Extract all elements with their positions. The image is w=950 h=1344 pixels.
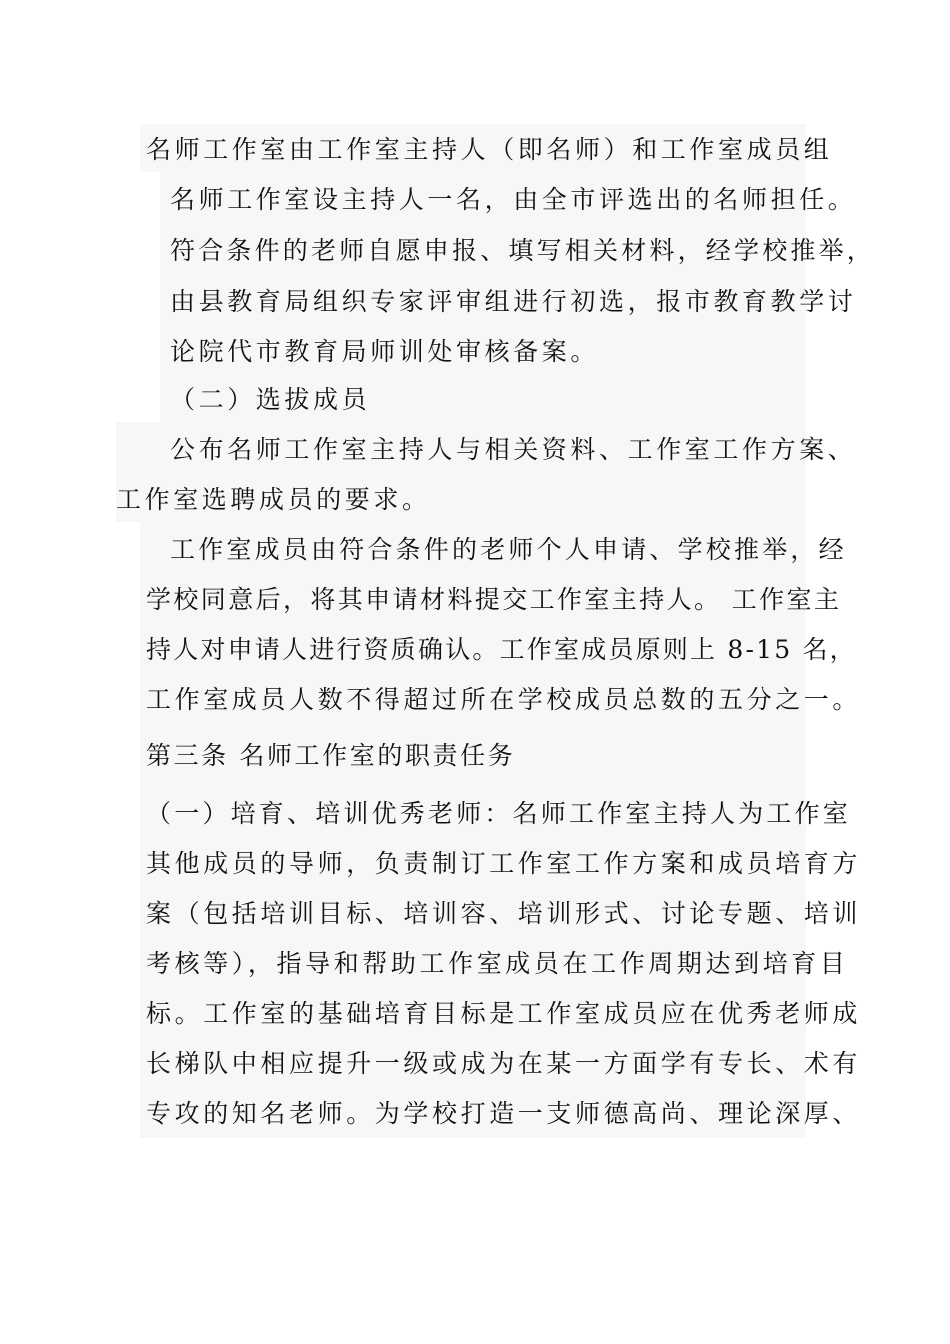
text-line-12: 工作室成员人数不得超过所在学校成员总数的五分之一。 — [146, 685, 862, 714]
text-line-7: 公布名师工作室主持人与相关资料、工作室工作方案、 — [170, 435, 857, 464]
text-line-14: （一）培育、培训优秀老师：名师工作室主持人为工作室 — [146, 799, 852, 828]
text-line-5: 论院代市教育局师训处审核备案。 — [170, 337, 600, 366]
text-line-1: 名师工作室由工作室主持人（即名师）和工作室成员组 — [146, 135, 833, 164]
text-line-10: 学校同意后，将其申请材料提交工作室主持人。 工作室主 — [146, 585, 842, 614]
text-line-20: 专攻的知名老师。为学校打造一支师德高尚、理论深厚、 — [146, 1099, 862, 1128]
text-line-8: 工作室选聘成员的要求。 — [116, 485, 431, 514]
text-line-9: 工作室成员由符合条件的老师个人申请、学校推举，经 — [170, 535, 847, 564]
text-line-19: 长梯队中相应提升一级或成为在某一方面学有专长、术有 — [146, 1049, 862, 1078]
text-line-18: 标。工作室的基础培育目标是工作室成员应在优秀老师成 — [146, 999, 862, 1028]
text-line-17: 考核等），指导和帮助工作室成员在工作周期达到培育目 — [146, 949, 849, 978]
text-line-4: 由县教育局组织专家评审组进行初选，报市教育教学讨 — [170, 287, 857, 316]
article-heading: 第三条 名师工作室的职责任务 — [146, 741, 516, 770]
text-line-11: 持人对申请人进行资质确认。工作室成员原则上 8-15 名， — [146, 635, 857, 664]
section-heading-selection: （二）选拔成员 — [170, 385, 371, 414]
text-line-16: 案（包括培训目标、培训容、培训形式、讨论专题、培训 — [146, 899, 862, 928]
text-line-15: 其他成员的导师，负责制订工作室工作方案和成员培育方 — [146, 849, 862, 878]
text-line-3: 符合条件的老师自愿申报、填写相关材料，经学校推举， — [170, 236, 876, 265]
text-line-2: 名师工作室设主持人一名，由全市评选出的名师担任。 — [170, 185, 857, 214]
